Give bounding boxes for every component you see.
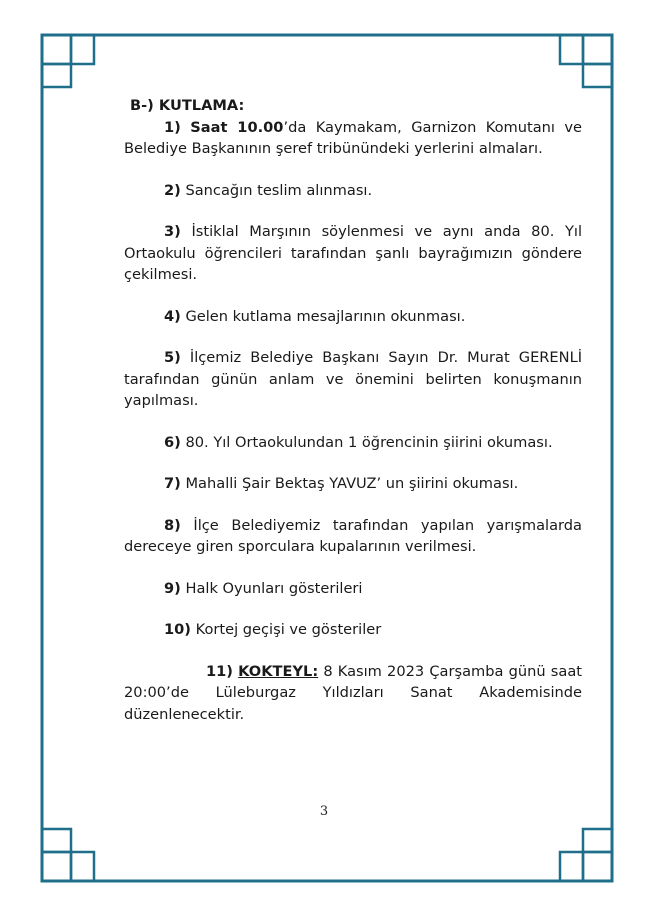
program-content [124,95,582,745]
program-item-7: 7) Mahalli Şair Bektaş YAVUZ’ un şiirini okuması. [164,475,519,492]
program-item-11: 11) KOKTEYL: 8 Kasım 2023 Çarşamba günü saat 20:00’de Lüleburgaz Yıldızları Sanat Akademisinde düzenlenecektir. [124,662,583,723]
program-item-8: 8) İlçe Belediyemiz tarafından yapılan yarışmalarda dereceye giren sporculara kupalarının verilmesi. [124,516,582,555]
program-item-6: 6) 80. Yıl Ortaokulundan 1 öğrencinin şiirini okuması. [164,433,553,451]
program-item-10: 10) Kortej geçişi ve gösteriler [164,621,382,638]
program-item-4: 4) Gelen kutlama mesajlarının okunması. [164,307,466,325]
program-item-3: 3) İstiklal Marşının söylenmesi ve aynı anda 80. Yıl Ortaokulu öğrencileri tarafından şanlı bayrağımızın göndere çekilmesi. [124,223,583,283]
section-title: B-) KUTLAMA: [130,97,245,114]
page-number: 3 [319,804,329,819]
program-item-5: 5) İlçemiz Belediye Başkanı Sayın Dr. Murat GERENLİ tarafından günün anlam ve önemini belirten konuşmanın yapılması. [124,349,583,409]
program-item-9: 9) Halk Oyunları gösterileri [164,579,363,597]
program-item-1: 1) Saat 10.00’da Kaymakam, Garnizon Komutanı ve Belediye Başkanının şeref tribünündeki yerlerini almaları. [124,118,582,157]
program-item-2: 2) Sancağın teslim alınması. [164,181,373,199]
